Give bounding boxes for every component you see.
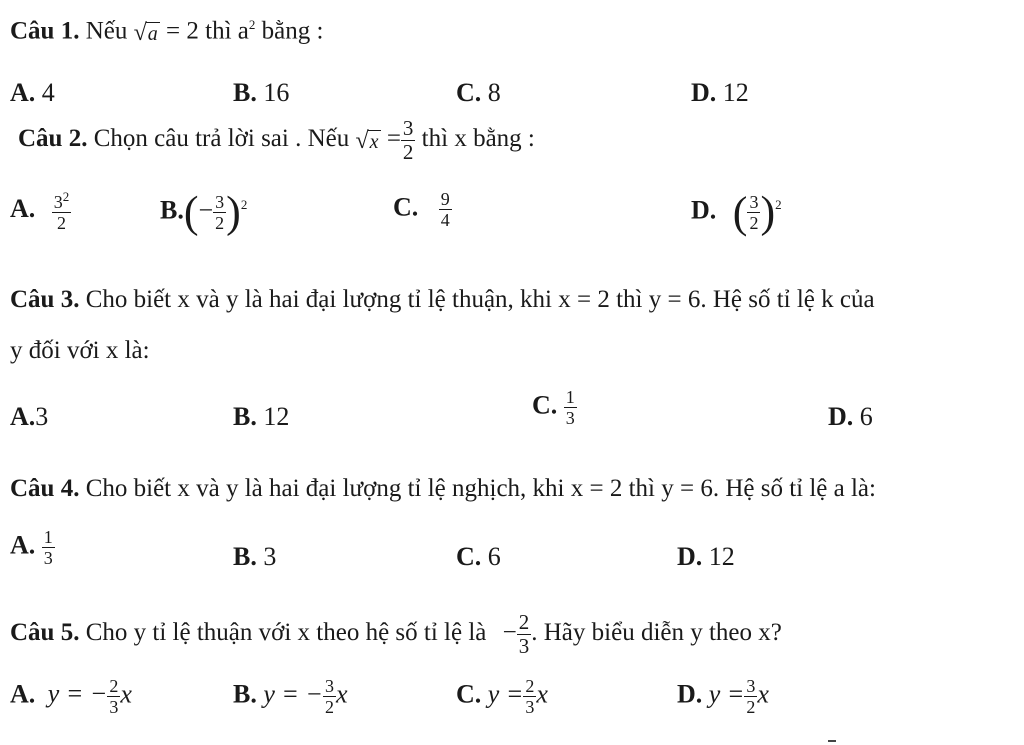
q1-option-d[interactable]: D. 12: [691, 78, 749, 107]
fraction: $\frac{3}{2}$: [324, 676, 334, 717]
sqrt-symbol: √ a: [133, 19, 158, 46]
fraction: $\frac{2}{3}$: [109, 676, 119, 717]
q2-option-c[interactable]: C. $\frac{9}{4}$: [393, 189, 450, 230]
question-3-line2: y đối với x là:: [10, 337, 150, 364]
question-3: [10, 285, 875, 315]
question-5-text-pre: Cho y tỉ lệ thuận với x theo hệ số tỉ lệ là: [85, 619, 487, 647]
q1-option-c[interactable]: C. 8: [456, 78, 501, 107]
q3-option-c[interactable]: C. $\frac{1}{3}$: [532, 387, 575, 428]
fraction: $\frac{2}{3}$: [525, 676, 535, 717]
question-1-text-post: bằng :: [261, 17, 324, 45]
q3-option-b[interactable]: B. 12: [233, 402, 290, 431]
question-5-label: Câu 5.: [10, 619, 80, 647]
question-1-text-mid: thì a: [205, 17, 249, 45]
question-1-eq: = 2: [166, 17, 199, 45]
q5-option-d[interactable]: D. y = $\frac{3}{2}$ x: [677, 676, 769, 717]
q3-option-a[interactable]: A.3: [10, 402, 49, 431]
exponent: 2: [248, 17, 256, 32]
fraction: $\frac{3}{2}$: [746, 676, 756, 717]
question-3-label: Câu 3.: [10, 286, 80, 313]
question-5-text-post: . Hãy biểu diễn y theo x?: [531, 619, 782, 647]
question-2-text-pre: Chọn câu trả lời sai . Nếu: [93, 125, 350, 153]
question-4: [10, 474, 876, 504]
fraction: $\frac{2}{3}$: [518, 610, 530, 658]
q1-option-a[interactable]: A. 4: [10, 78, 55, 107]
fraction: $\frac{3}{2}$: [402, 116, 414, 164]
q5-option-c[interactable]: C. y = $\frac{2}{3}$ x: [456, 676, 548, 717]
question-3-text-line1: Cho biết x và y là hai đại lượng tỉ lệ thuận, khi x = 2 thì y = 6. Hệ số tỉ lệ k của: [85, 286, 875, 313]
q2-option-b[interactable]: B.(− $\frac{3}{2}$ )$^2$: [160, 187, 248, 237]
sqrt-symbol: √ x: [355, 127, 379, 154]
q1-option-b[interactable]: B. 16: [233, 78, 290, 107]
question-2-text-post: thì x bằng :: [421, 125, 535, 153]
question-1-label: Câu 1.: [10, 17, 80, 45]
q5-option-b[interactable]: B. y = − $\frac{3}{2}$ x: [233, 676, 348, 717]
fraction: $\frac{3}{2}$: [215, 192, 225, 234]
question-2: Câu 2. Chọn câu trả lời sai . Nếu √ x = $\frac{3}{2}$ thì x bằng :: [18, 116, 535, 164]
q2-option-a[interactable]: A. $\frac{3^2}{2}$: [10, 189, 70, 233]
question-1: [10, 10, 323, 46]
question-4-label: Câu 4.: [10, 475, 80, 502]
question-2-label: Câu 2.: [18, 125, 88, 153]
fraction: $\frac{3}{2}$: [749, 192, 759, 234]
question-5: Câu 5. Cho y tỉ lệ thuận với x theo hệ số tỉ lệ là − $\frac{2}{3}$ . Hãy biểu diễn y theo x?: [10, 610, 782, 658]
fraction: $\frac{1}{3}$: [43, 527, 53, 568]
question-4-text: Cho biết x và y là hai đại lượng tỉ lệ nghịch, khi x = 2 thì y = 6. Hệ số tỉ lệ a là:: [85, 475, 876, 502]
q4-option-b[interactable]: B. 3: [233, 542, 277, 571]
q2-option-d[interactable]: D. ( $\frac{3}{2}$ )$^2$: [691, 187, 782, 237]
edge-mark: [828, 740, 836, 742]
q4-option-d[interactable]: D. 12: [677, 542, 735, 571]
fraction: $\frac{9}{4}$: [440, 189, 450, 230]
q4-option-c[interactable]: C. 6: [456, 542, 501, 571]
fraction: $\frac{1}{3}$: [565, 387, 575, 428]
q5-option-a[interactable]: A. y = − $\frac{2}{3}$ x: [10, 676, 132, 717]
q4-option-a[interactable]: A. $\frac{1}{3}$: [10, 527, 53, 568]
question-1-text-pre: Nếu: [85, 17, 128, 45]
q3-option-d[interactable]: D. 6: [828, 402, 873, 431]
fraction: $\frac{3^2}{2}$: [53, 189, 70, 233]
